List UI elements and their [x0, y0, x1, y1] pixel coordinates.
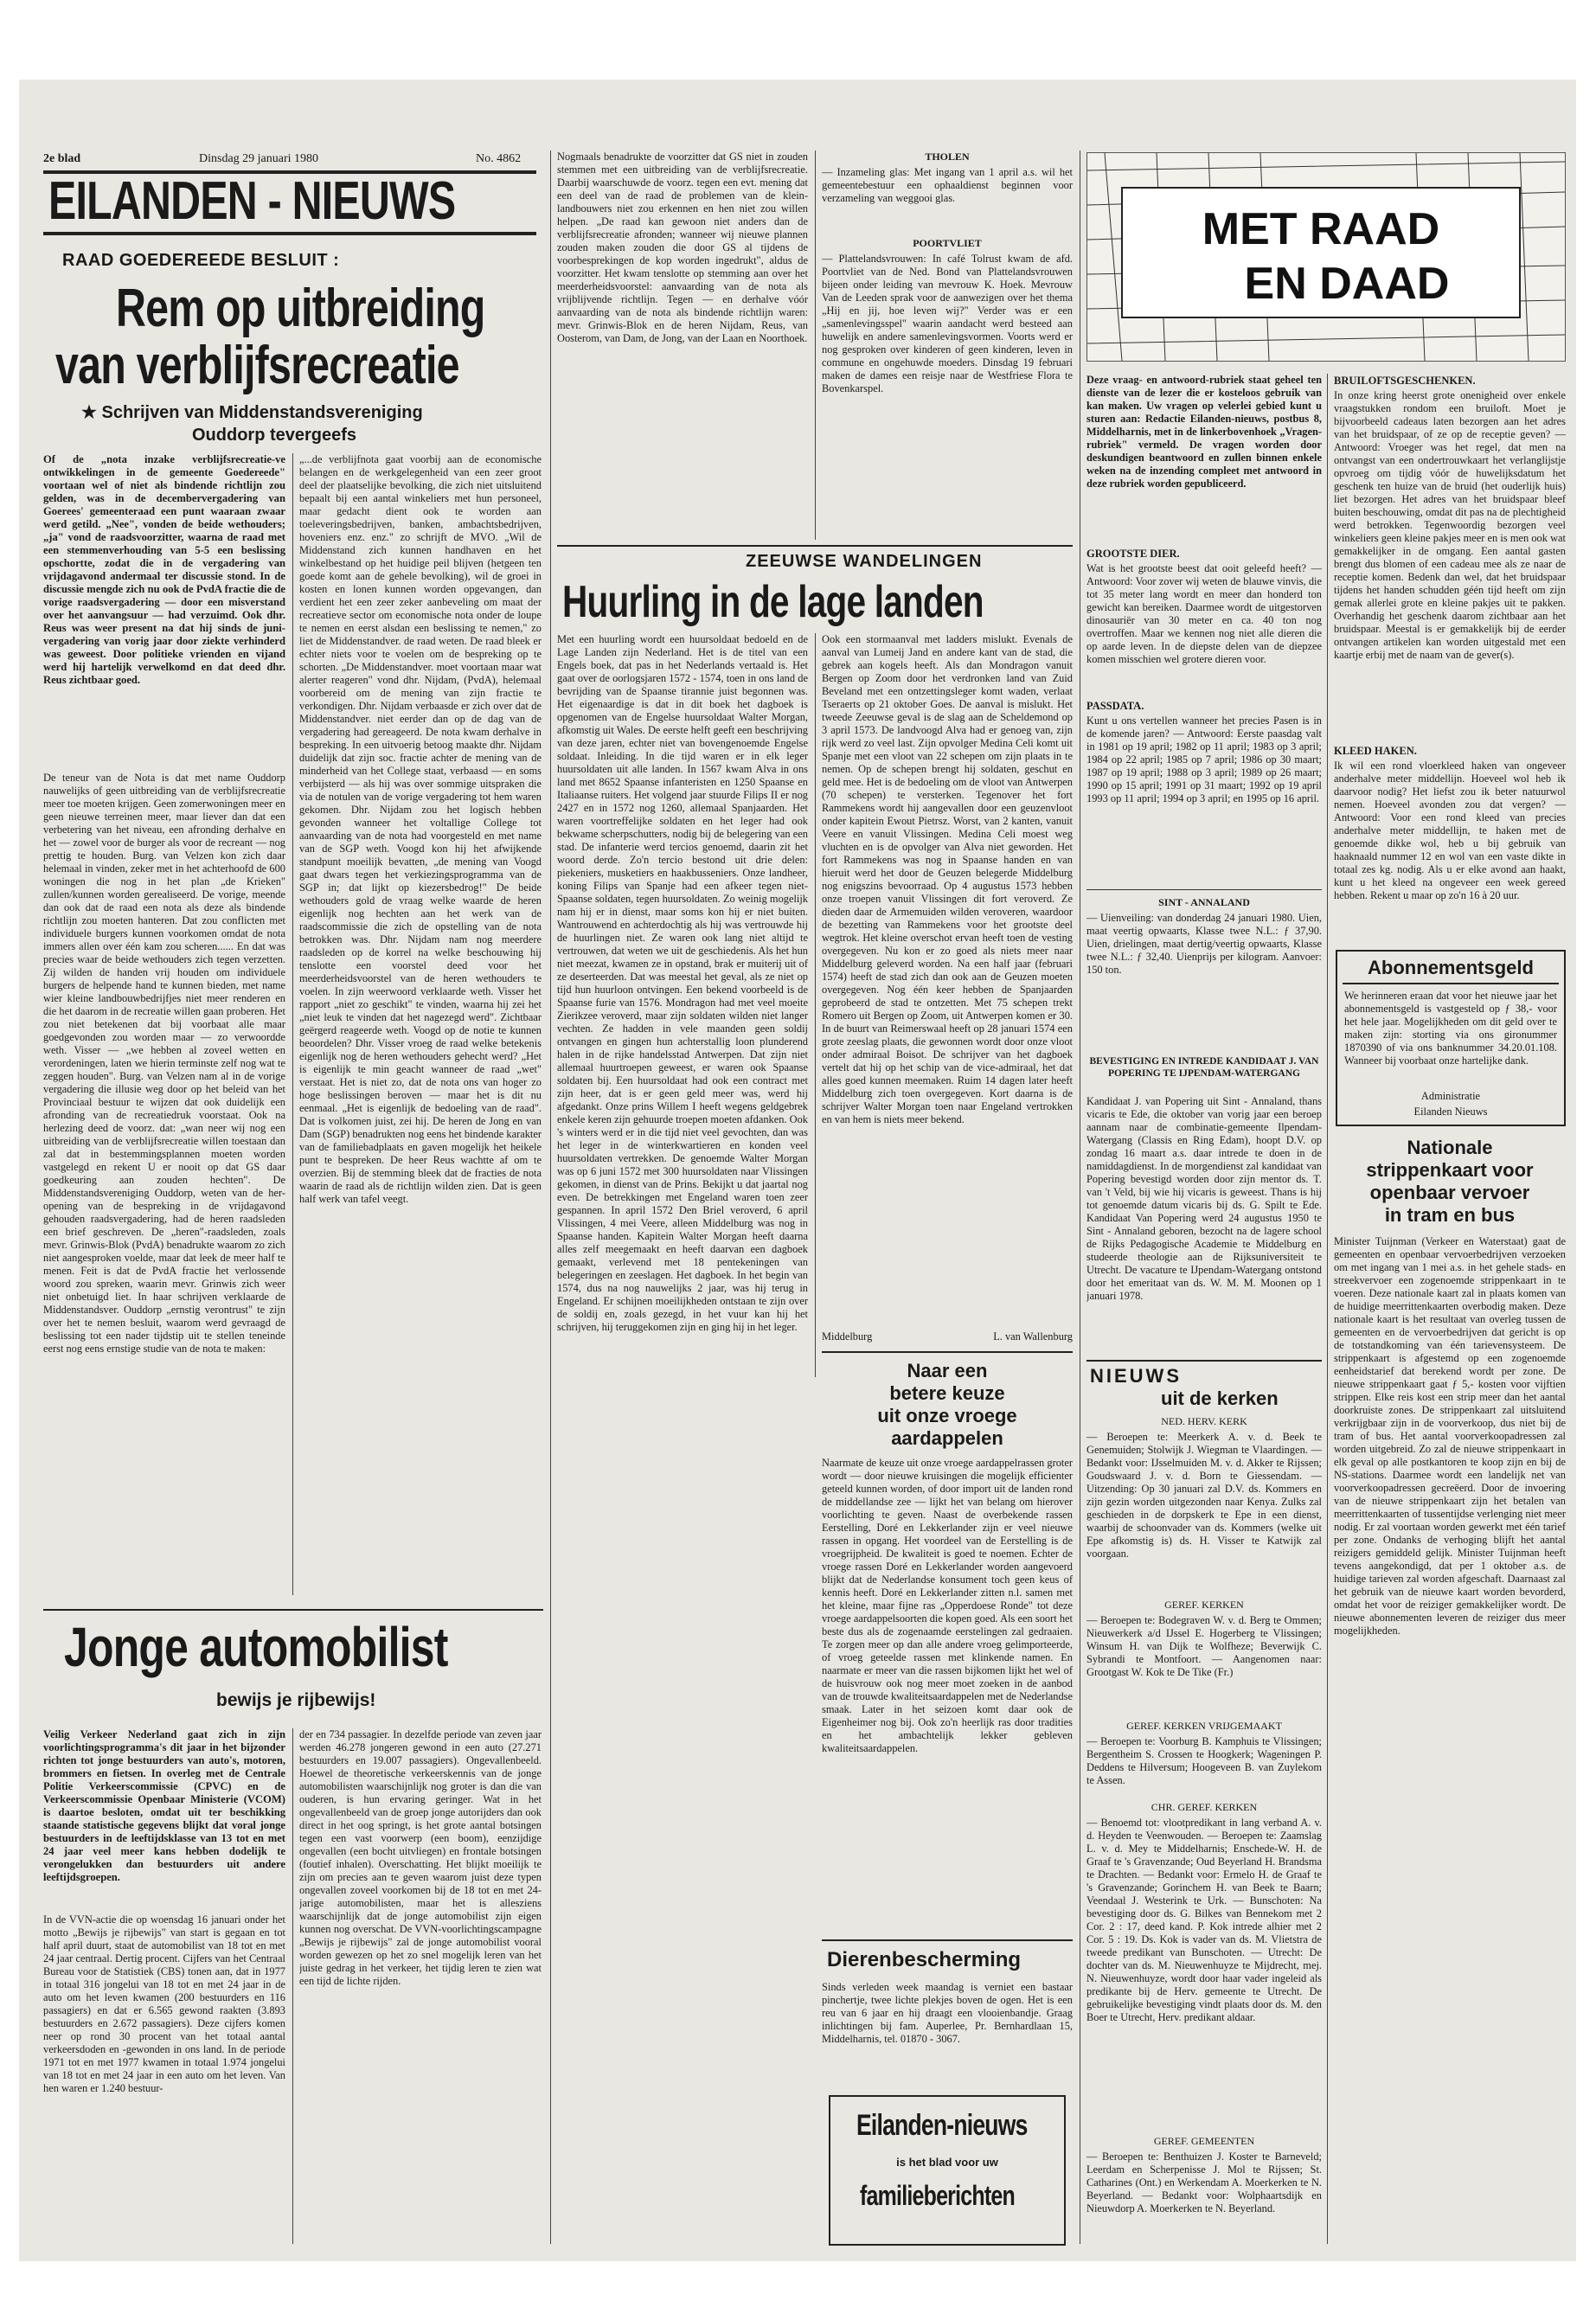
column-rule	[292, 453, 293, 1595]
question-3-title: BRUILOFTSGESCHENKEN.	[1334, 375, 1476, 387]
kerk-body-geref-gem: — Beroepen te: Benthuizen J. Koster te Barneveld; Leerdam en Scherpenisse J. Mol te Rijssen; St. Catharines (Ont.) en Werkendam A. Moerkerken te N. Beyerland. — Bedankt voor: Wolphaartsdijk en Nieuwdorp A. Moerkerken te N. Beyerland.	[1086, 2150, 1322, 2214]
abonnementsgeld-sign-2: Eilanden Nieuws	[1413, 1106, 1488, 1118]
huurling-author: L. van Wallenburg	[993, 1330, 1073, 1343]
raad-kicker: RAAD GOEDEREEDE BESLUIT :	[62, 251, 340, 270]
kerk-heading-gkv: GEREF. KERKEN VRIJGEMAAKT	[1126, 1720, 1282, 1732]
kerken-headline-1: NIEUWS	[1090, 1365, 1182, 1387]
huurling-byline	[822, 1330, 1073, 1348]
kerk-heading-cgk: CHR. GEREF. KERKEN	[1151, 1801, 1258, 1813]
raad-intro: Of de „nota inzake verblijfsrecreatie-ve ontwikkelingen in de gemeente Goedereede" voortaan wel of niet als bindende richtlijn zou gelden, was in de decembervergadering van Goerees' gemeenteraad een punt waaraan zwaar werd getild. „Nee", vonden de beide wethouders; „ja" vond de raadsvoorzitter, waarna de raad met een stemmenverhouding van 5-5 een beslissing opschortte, zodat die in de vergadering van vrijdagavond andermaal ter discussie stond. In de discussie mengde zich nu ook de PvdA fractie die de vorige raadsvergadering — door een misverstand over het aanvangsuur — had verzuimd. Ook dhr. Reus was weer present na dat hij sinds de juni-vergadering van vorig jaar door ziekte verhinderd was geweest. Door politieke vrienden en vijand werd hij hartelijk verwelkomd en dat deed dhr. Reus zichtbaar goed.	[43, 453, 285, 686]
abonnementsgeld-title: Abonnementsgeld	[1368, 957, 1534, 978]
aardappelen-headline	[822, 1360, 1073, 1450]
question-1-body: Wat is het grootste beest dat ooit geleefd heeft? — Antwoord: Voor zover wij weten de blauwe vinvis, die tot 35 meter lang wordt en meer dan honderd ton gewicht kan bereiken. Daarmee wordt de uitgestorven dinosauriër van 30 meter en ca. 40 ton nog overtroffen. Maar we kennen nog niet alle dieren die op aarde leven. In de diepste delen van de diepzee komen misschien wel grotere dieren voor.	[1086, 562, 1322, 665]
abonnementsgeld-body: We herinneren eraan dat voor het nieuwe jaar het abonnementsgeld is vastgesteld op ƒ 38,- voor het hele jaar. Mogelijkheden om dit geld over te maken zijn: storting via ons gironummer 1870390 of via ons banknummer 34.20.01.108. Wanneer bij voorbaat onze hartelijke dank.	[1344, 990, 1557, 1067]
dieren-body: Sinds verleden week maandag is verniet een bastaar pinchertje, twee lichte plekjes boven de ogen. Het is een reu van 6 jaar en hij draagt een vlooienbandje. Graag inlichtingen bij fam. Auperlee, Pr. Bernhardlaan 15, Middelharnis, tel. 01870 - 3067.	[822, 1981, 1073, 2045]
jonge-lead: Veilig Verkeer Nederland gaat zich in zijn voorlichtingsprogramma's dit jaar in het bijzonder richten tot jonge bestuurders van auto's, motoren, brommers en fietsen. In overleg met de Centrale Politie Verkeerscommissie (CPVC) en de Verkeerscommissie Openbaar Ministerie (VCOM) is daartoe besloten, omdat uit ter beschikking staande statistische gegevens blijkt dat voral jonge bestuurders in de leeftijdsklasse van 13 tot en met 24 jaar veel meer kans hebben dodelijk te verongelukken dan bestuurders uit andere leeftijdsgroepen.	[43, 1728, 285, 1883]
raad-en-daad-banner-graphic	[1087, 153, 1565, 361]
column-rule	[815, 633, 816, 1377]
kerk-heading-gk: GEREF. KERKEN	[1164, 1599, 1244, 1611]
logo-en-daad: EN DAAD	[1244, 259, 1450, 309]
huurling-section: ZEEUWSE WANDELINGEN	[746, 552, 983, 571]
ad-line-2: familieberichten	[860, 2180, 1015, 2211]
strippenkaart-headline-2: strippenkaart voor	[1366, 1159, 1534, 1181]
raad-column-2: „...de verblijfnota gaat voorbij aan de economische belangen en de werkgelegenheid van een zeer groot deel der plaatselijke bevolking, die zich niet uitsluitend bepaalt bij een aantal winkeliers met hun personeel, maar gedacht dient ook te worden aan toeleveringsbedrijven, banken, ambachtsbedrijven, hoveniers enz. enz." zo schrijft de MVO. „Wil de Middenstand zich kunnen handhaven en het winkelbestand op het huidige peil blijven (hetgeen ten goede komt aan de gehele bevolking), wil de groei in kosten en lonen kunnen worden opgevangen, dan verdient het een zeer zeker aanbeveling om maat der recreatieve sector om economische nota onder de loupe te nemen en eerst alsdan een beslissing te nemen," zo liet de Middenstandver. de raad weten. De raad bleek er echter niets voor te voelen om de bespreking op te schorten. „De Middenstandver. moet voortaan maar wat alerter reageren" vond dhr. Nijdam, (PvdA), helemaal voorbereid om de mening van zijn fractie te verkondigen. Dhr. Nijdam verbaasde er zich over dat de Middenstandver. niet eerder dan op de dag van de vergadering had gereageerd. De nota kwam derhalve in bespreking. In een uitvoerig betoog maakte dhr. Nijdam duidelijk dat zijn soc. fractie achter de mening van de minderheid van het College staat, verbaasd — en soms verbijsterd — als hij was over sommige uitspraken die via de notulen van de vorige vergadering tot hem waren gekomen. Dhr. Nijdam zou het logisch hebben gevonden wanneer het voltallige College tot aanvaarding van de nota had voorgesteld en met name van de SGP weth. Voogd kon hij het afwijkende standpunt moeilijk bevatten, „de mening van Voogd gaat dwars tegen het verkiezingsprogramma van de SGP in; dat lijkt op kiezersbedrog!" De beide wethouders gold de vraag welke waarde de heren eigenlijk nog hechten aan het werk van de raadscommissie die zich de opstelling van de nota betrokken was. Dhr. Nijdam nam nog meerdere raadsleden op de korrel na welke beschouwing hij tenslotte een voorstel deed voor het meerderheidsvoorstel van de heren wethouders te voelen. In zijn weerwoord verklaarde weth. Visser het rapport „niet zo geschikt" te vinden, waarna hij zei het „niet leuk te vinden dat het nagezegd werd". Zichtbaar geërgerd reageerde weth. Voogd op de notie te kunnen beoordelen? Dhr. Visser vroeg de raad welke betekenis eigenlijk nog de heren wethouders gehecht werd? „Het is eigenlijk te min geacht wanneer de raad „wet" verstaat. Het is niet zo, dat de nota ons van hoger zo hoge beslissingen beroven — maar het is dit nu eenmaal. „Het is eigenlijk de bedoeling van de raad". Dat is volkomen juist, zei hij. De heren de Jong en van Dam (SGP) benadrukten nog eens het bindende karakter van de familiebadplaats en gaven mogelijk het heikele punt te bespreken. De heer Reus wachtte af om te overzien. Bij de stemming bleek dat de fracties de nota waarin de raad als de richtlijn wilden zien. Dat is geen half werk van tafel veegt.	[299, 453, 542, 1205]
kerk-heading-geref-gem: GEREF. GEMEENTEN	[1153, 2135, 1255, 2147]
masthead-issue: No. 4862	[476, 152, 522, 165]
kerk-body-nh: — Beroepen te: Meerkerk A. v. d. Beek te Genemuiden; Stolwijk J. Wiegman te Vlaardingen. — Bedankt voor: IJsselmuiden M. v. d. Akker te Rijssen; Goudswaard J. v. d. Born te Giessendam. — Uitzending: Op 30 januari zal D.V. ds. Kommers en zijn gezin worden uitgezonden naar Kenya. Zulks zal geschieden in de dorpskerk te Epe in een dienst, waarbij de schoonvader van ds. Kommers (welke uit Epe afkomstig is) ds. H. Visser te Katwijk zal voorgaan.	[1086, 1431, 1322, 1560]
masthead-date: Dinsdag 29 januari 1980	[199, 152, 319, 165]
raad-column-1: De teneur van de Nota is dat met name Ouddorp nauwelijks of geen uitbreiding van de verblijfsrecreatie meer toe moeten krijgen. Geen zomerwoningen meer en geen nieuwe terreinen meer, maar liever dan dat een verbetering van het niveau, een afronding derhalve en het — zowel voor de burger als voor de recreant — nog prettig te houden. Burg. van Velzen kon zich daar helemaal in vinden, zeker met in het achterhoofd de 600 woningen die nog in het plan „de Krieken" zullen/kunnen worden gerealiseerd. De vorige, meende dan ook dat de raad een nota als deze als bindende richtlijn zou moeten hanteren. Dat zou conflicten met individuele burgers kunnen voorkomen omdat de nota immers allen over één kam zou scheren...... En dat was precies waar de beide wethouders zich tegen verzetten. Zij wilden de handen vrij houden om individuele burgers de helpende hand te kunnen bieden, met name wier kleine landbouwbedrijfjes niet meer renderen en die het daarom in de recreatie willen gaan proberen. Het zou niet betekenen dat bij voorbaat alle maar goedgevonden zou worden maar — zo verwoordde weth. Visser — „we hebben al zoveel wetten en verordeningen, laten we hierin terminste zelf nog wat te zeggen houden". Burg. van Velzen nam al in de vorige vergadering die illusie weg door op het beleid van het Provinciaal bestuur te wijzen dat ook duidelijk een afronding van de recreatiedruk voorstaat. Ook na herlezing deed de voorz. dat: „wan neer wij nog een uitbreiding van de verblijfsrecreatie willen toestaan dan zal dat in bestemmingsplannen moeten worden vastgelegd en rekent U er nooit op dat GS daar goedkeuring aan zouden hechten". De Middenstandsvereniging Ouddorp, weten van de her-opening van de bespreking in de vrijdagavond gehouden raadsvergadering, had de heren raadsleden een brief geschreven. De „heren"-raadsleden, zoals mevr. Grinwis-Blok (PvdA) benadrukte waarom zo zich niet aangesproken voelde, maar dat leek de meer half te menen. Feit is dat de PvdA fractie het verlossende woord zou spreken, waarin mevr. Grinwis zich weer niet onbetuigd liet. In haar schrijven verklaarde de Middenstandsver. Ouddorp „ernstig verontrust" te zijn over het te nemen besluit, waarom werd gevraagd de beslissing tot een nader tijdstip uit te stellen teneinde eerst nog eens ernstige studie van de nota te maken:	[43, 772, 285, 1355]
abonnementsgeld-box	[1336, 950, 1566, 1126]
jonge-headline: Jonge automobilist	[64, 1616, 448, 1678]
strippenkaart-headline	[1334, 1137, 1566, 1227]
column-rule	[815, 151, 816, 540]
abonnementsgeld-sign-1: Administratie	[1420, 1090, 1481, 1102]
masthead-rule-bottom	[43, 232, 536, 235]
logo-met-raad: MET RAAD	[1202, 204, 1440, 254]
raad-continuation: Nogmaals benadrukte de voorzitter dat GS niet in zouden stemmen met een uitbreiding van de verblijfsrecreatie. Daarbij waarschuwde de voorz. tegen een evt. mening dat een deel van de raad de problemen van de klein-landbouwers niet zou erkennen en hen niet zou willen helpen. „De raad kan gewoon niet anders dan de verblijfsrecreatie afronden; wanneer wij nieuwe plannen zouden maken zouden die door GS al tijdens de voorbesprekingen de kop worden ingedrukt", aldus de voorzitter. Het kwam tenslotte op stemming aan over het meerderheidsvoorstel: aanvaarding van de nota als vrijblijvende richtlijn. Tegen — en derhalve vóór aanvaarding van de nota als bindende richtlijn waren: mevr. Grinwis-Blok en de heren Nijdam, Reus, van Oosterom, van Dam, de Jong, van der Laan en Noorthoek.	[557, 151, 808, 344]
raad-headline-2: van verblijfsrecreatie	[55, 336, 459, 395]
strippenkaart-headline-3: openbaar vervoer	[1369, 1182, 1530, 1203]
annaland-title: SINT - ANNALAND	[1158, 896, 1250, 908]
strippenkaart-body: Minister Tuijnman (Verkeer en Waterstaat) gaat de gemeenten en openbaar vervoerbedrijven verzoeken om met ingang van 1 mei a.s. in het gehele stads- en streekvervoer een zogenoemde strippenkaart in te voeren. Deze nationale kaart zal in plaats komen van de huidige meerrittenkaarten overbodig maken. Deze nationale kaart is het resultaat van overleg tussen de gemeenten en de vervoerbedrijven dat gericht is op de totstandkoming van één tarievensysteem. De strippenkaart is afgestemd op een zogenoemde eenheidstarief dat berekend wordt per zone. De nieuwe strippenkaart gaat ƒ 5,- kosten voor vijftien strippen. Elke reis kost een strip meer dan het aantal doorkruiste zones. De strippenkaart zal uitsluitend verkrijgbaar zijn in de voorverkoop, dus niet bij de tram of bus. Het aantal voorverkoopadressen zal worden uitgebreid. Zo zal de nieuwe strippenkaart in elk geval op alle postkantoren te koop zijn en bij de NS-stations. Daarmee wordt een landelijk net van voorverkoopadressen gecreëerd. Door de invoering van de nieuwe strippenkaart zijn het betalen van meerrittenkaarten of tussentijdse verlenging niet meer nodig. Er zal voortaan worden gewerkt met één tarief per zone. Ondanks de verhoging blijft het aantal reizigers gemiddeld gelijk. Minister Tuijnman heeft tevens aangekondigd, dat per 1 oktober a.s. de huidige tarieven zal worden afgeschaft. Daarnaast zal het gebruik van de nieuwe kaart worden bevorderd, omdat het voor de reiziger gemakkelijker wordt. De nieuwe abonnementen leveren de reiziger dus meer mogelijkheden.	[1334, 1235, 1566, 1637]
huurling-column-1: Met een huurling wordt een huursoldaat bedoeld en de Lage Landen zijn Nederland. Het is de titel van een Engels boek, dat pas in het Nederlands vertaald is. Het gaat over de oorlogsjaren 1572 - 1574, toen in ons land de bevrijding van de Spaanse tirannie juist begonnen was. Het eigenaardige is dat in dit boek het dagboek is opgenomen van de Engelse huursoldaat Walter Morgan, afkomstig uit Wales. De eerste helft geeft een beschrijving van deze jaren, echter niet van bovengenoemde Engelse soldaat. Inleiding. In die tijd waren er in elk leger huursoldaten uit alle landen. In 1567 kwam Alva in ons land met 8652 Spaanse infanteristen en 1250 Spaanse en Italiaanse ruiters. Het volgend jaar stuurde Filips II er nog 2427 en in 1572 nog 1260, allemaal Spanjaarden. Het waren voortreffelijke soldaten en het leger had ook bekwame scherpschutters, nodig bij de belegering van een stad. De infanterie werd tercios genoemd, daarin zit het woord derde. Zo'n tercio bestond uit drie delen: piekeniers, musketiers en haakbusseniers. Onze landheer, koning Filips van Spanje had een afkeer tegen niet-Spaanse soldaten, tegen huursoldaten. Zo weinig mogelijk nam hij er in dienst, maar soms kon hij er niet buiten. Wantrouwend en achterdochtig als hij was vertrouwde hij de huurlingen niet. Ze waren ook lang niet altijd te vertrouwen, dat weten we uit de geschiedenis. Als het hun niet meezat, kwamen ze in opstand, brak er muiterij uit of ze deserteerden. Dat was meestal het geval, als ze niet op tijd hun huurloon ontvingen. Een bekend voorbeeld is de Spaanse furie van 1576. Mondragon had met veel moeite Zierikzee veroverd, maar zijn soldaten wilden niet langer vechten. Ze hadden in vele maanden geen soldij ontvangen en gingen hun achterstallig loon plunderend halen in de rijke handelsstad Antwerpen. Dat zijn niet allemaal huurtroepen geweest, er waren ook Spaanse soldaten bij. Een huursoldaat had ook een contract met zijn heer, dat is er geen geld meer was, werd hij afgedankt. Onze prins Willem I heeft wegens geldgebrek enkele keren zijn gehuurde troepen moeten afdanken. Ook 's winters werd er in die tijd niet veel gevochten, dan was het leger in de winterkwartieren en konden veel huursoldaten vertrekken. De genoemde Walter Morgan was op 6 juni 1572 met 300 huursoldaten naar Vlissingen gekomen, in dienst van de Prins. Bekijkt u dat jaartal nog even. De betrekkingen met Engeland waren toen zeer gespannen. In april 1572 Den Briel veroverd, 6 april Vlissingen, 4 mei Veere, alleen Middelburg was nog in Spaanse handen. Kapitein Walter Morgan heeft daarna alles zelf meegemaakt en heeft daarvan een dagboek gemaakt, verlevend met 18 pentekeningen van belegeringen en zeeslagen. Het dagboek. In het begin van 1574, dus na nog nauwelijks 2 jaar, was hij terug in Engeland. Er schijnen moeilijkheden ontstaan te zijn over de soldij en, zoals gezegd, in het vuur kan hij het schrijven, hij teruggekomen zijn en ging hij in het leger.	[557, 633, 808, 1333]
rule-dieren	[822, 1939, 1073, 1941]
question-3-body: In onze kring heerst grote onenigheid over enkele vraagstukken rondom een bruiloft. Moet je bijvoorbeeld cadeaus laten bezorgen aan het adres van het bruidspaar, of ze op de receptie geven? — Antwoord: Vroeger was het regel, dat men na ontvangst van een ondertrouwkaart het verlanglijstje opvroeg om tijdig vóór de huwelijksdatum het geschenk ten huize van de bruid (het ouderlijk huis) liet bezorgen. Het adres van het bruidspaar bleef buiten beschouwing, omdat dit pas na de plechtigheid werd betrokken. Tegenwoordig bezorgen veel winkeliers geen kleine pakjes meer en is men ook wat gemakkelijker in de omgang. Een aantal gasten brengt dus blomen of een cadeau mee als ze naar de receptie komen. Bedenk dan wel, dat het bruidspaar tijdens het handen schudden géén tijd heeft om zijn gemak allerlei grote en kleine pakjes uit te pakken. Overhandig het geschenk daarom zichtbaar aan het bruidspaar. Meestal is er gemakkelijk bij de eerder ontvangen artikelen kan worden uitgestald met een kaartje erbij met de naam van de gever(s).	[1334, 389, 1566, 661]
masthead-title: EILANDEN - NIEUWS	[48, 171, 456, 231]
ad-title: Eilanden-nieuws	[856, 2109, 1028, 2142]
kerk-body-gkv: — Beroepen te: Voorburg B. Kamphuis te Vlissingen; Bergentheim S. Crossen te Hoogkerk; Wageningen P. Deddens te Hilversum; Hoogeveen B. van Zuylekom te Assen.	[1086, 1735, 1322, 1786]
aardappelen-headline-2: betere keuze	[889, 1382, 1005, 1404]
question-1-title: GROOTSTE DIER.	[1086, 548, 1180, 560]
jonge-subhead: bewijs je rijbewijs!	[216, 1690, 376, 1710]
rule-kerken	[1086, 1360, 1322, 1362]
huurling-column-2: Ook een stormaanval met ladders mislukt. Evenals de aanval van Lumeij Jand en andere kant van de stad, die gebrek aan kogels heeft. Als dan Mondragon vanuit Bergen op Zoom door het verdronken land van Zuid Beveland met een ontzettingsleger komt waden, verlaat Tseraerts op 21 oktober Goes. De aanval is mislukt. Het tweede Zeeuwse geval is de slag aan de Scheldemond op 3 april 1573. De landvoogd Alva had er genoeg van, zijn rijk werd zo veel last. Zijn opvolger Medina Celi komt uit Spanje met een vloot van 22 schepen om zijn plaats in te nemen. Op de schepen brengt hij soldaten, geschut en geld mee. Het is de bedoeling om de vloot van Antwerpen (70 schepen) te versterken. Tegenover het fort Rammekens wordt hij aangevallen door een geuzenvloot onder kapitein Ewout Pietrsz. Worst, van 2 kanten, vanuit Veere en vanuit Vlissingen. Medina Celi moest weg vluchten en is de opvolger van Alva niet geworden. Het fort Rammekens was nog in Spaanse handen en van hieruit werd het door de Geuzen belegerde Middelburg nog enigszins bevoorraad. Op 4 augustus 1573 hebben onze troepen vanuit Vlissingen dit fort veroverd. Ze dieden daar de Armemuiden wilden veroveren, waardoor de bezetting van Rammekens voor het grootste deel wegtrok. Het kleine overschot ervan heeft toen de vesting overgegeven. Nu kon er zo goed als niets meer naar Middelburg geleverd worden. Na een half jaar (februari 1574) heeft de stad zich dan ook aan de Geuzen moeten overgegeven. Nog één keer hebben de Spanjaarden geprobeerd de stad te ontzetten. Met 75 schepen trekt Romero uit Bergen op Zoom, uit Antwerpen komen er 30. In de buurt van Reimerswaal heeft op 28 januari 1574 een grote zeeslag plaats, die gewonnen wordt door onze vloot onder admiraal Boisot. De schrijver van het dagboek vertelt dat hij op het schip van de vice-admiraal, het dat alles goed kunnen meemaken. Ruim 14 dagen later heeft Middelburg zich toen overgegeven. Kort daarna is de schrijver Walter Morgan toen naar Engeland vertrokken en van hem is niets meer bekend.	[822, 633, 1073, 1125]
jonge-column-2: der en 734 passagier. In dezelfde periode van zeven jaar werden 46.278 jongeren gewond in een auto (27.271 bestuurders en 19.007 passagiers). Ongevallenbeeld. Hoewel de theoretische verkeerskennis van de jonge automobilisten waarschijnlijk nog groter is dan die van ouderen, is hun ervaring geringer. Wat in het ongevallenbeeld van de groep jonge autorijders dan ook direct in het oog springt, is het grote aantal botsingen tegen een vast voorwerp (een boom), eenzijdige ongevallen (een bocht uitvliegen) en frontale botsingen (foutief inhalen). Overschatting. Het blijkt moeilijk te zijn om precies aan te geven waarom juist deze typen ongevallen zoveel voorkomen bij de 18 tot en met 24-jarige automobilisten, maar het is allesziens waarschijnlijk dat de jonge automobilist zijn eigen kunnen nog overschat. De VVN-voorlichtingscampagne „Bewijs je rijbewijs" zal de jonge automobilist vooral worden gewezen op het zo snel mogelijk leren van het juiste gedrag in het verkeer, het tijdig leren te zien wat een tijd de lichte rijden.	[299, 1728, 542, 1987]
column-rule	[292, 1728, 293, 2244]
huurling-place: Middelburg	[822, 1330, 873, 1343]
question-2-body: Kunt u ons vertellen wanneer het precies Pasen is in de komende jaren? — Antwoord: Eerste paasdag valt in 1981 op 19 april; 1982 op 11 april; 1983 op 3 april; 1984 op 22 april; 1985 op 7 april; 1986 op 30 maart; 1987 op 19 april; 1988 op 3 april; 1989 op 26 maart; 1990 op 15 april; 1991 op 31 maart; 1992 op 19 april 1993 op 11 april; 1994 op 3 april; en 1995 op 16 april.	[1086, 715, 1322, 804]
huurling-headline: Huurling in de lage landen	[562, 577, 984, 627]
bevestiging-title: BEVESTIGING EN INTREDE KANDIDAAT J. VAN POPERING TE IJPENDAM-WATERGANG	[1089, 1056, 1319, 1079]
rule-huurling	[557, 545, 1073, 547]
column-rule	[550, 151, 551, 2244]
aardappelen-headline-4: aardappelen	[891, 1427, 1003, 1449]
page-label: 2e blad	[43, 152, 81, 165]
poortvliet-title: POORTVLIET	[913, 237, 982, 249]
raad-en-daad-intro: Deze vraag- en antwoord-rubriek staat geheel ten dienste van de lezer die er kosteloos gebruik van kan maken. Uw vragen op velerlei gebied kunt u sturen aan: Redactie Eilanden-nieuws, postbus 8, Middelharnis, met in de linkerbovenhoek „Vragen-rubriek" vermeld. De vragen worden door deskundigen beantwoord en zullen binnen enkele weken na de inzending compleet met antwoord in deze rubriek worden gepubliceerd.	[1086, 374, 1322, 490]
scan-top-margin	[0, 0, 1596, 62]
kerk-heading-nh: NED. HERV. KERK	[1161, 1415, 1247, 1427]
newspaper-page	[19, 80, 1576, 2261]
strippenkaart-headline-4: in tram en bus	[1384, 1204, 1516, 1226]
question-4-body: Ik wil een rond vloerkleed haken van ongeveer anderhalve meter middellijn. Hoeveel wol heb ik daarvoor nodig? Het liefst zou ik beter natuurwol nemen. Hoeveel avonden zou dat vergen? — Antwoord: Voor een rond kleed van precies anderhalve meter middellijn, te haken met de genoemde dikke wol, heb u bij gebruik van haaknaald nummer 12 en wol van een vaste dikte in totaal zes kg. nodig. Als u er elke avond aan haakt, kunt u het kleed na ongeveer een week gereed hebben. Rekent u maar op zo'n 16 à 20 uur.	[1334, 760, 1566, 901]
bevestiging-body: Kandidaat J. van Popering uit Sint - Annaland, thans vicaris te Ede, die oktober van vorig jaar een beroep aannam naar de combinatie-gemeente Ilpendam-Watergang (Classis en Ring Edam), hoopt D.V. op zondag 16 maart a.s. daar intrede te doen in de namiddagdienst. In de morgendienst zal kandidaat van Popering bevestigd worden door zijn mentor ds. T. van 't Veld, bij wie hij vicaris is geweest. Thans is hij tot genoemde datum vicaris bij ds. G. Spilt te Ede. Kandidaat Van Popering werd 24 augustus 1950 te Sint - Annaland geboren, bezocht na de lagere school de Rijks Pedagogische Academie te Middelburg en studeerde theologie aan de Rijksuniversiteit te Utrecht. De vacature te IJpendam-Watergang ontstond door het emeritaat van ds. W. M. M. Moonen op 1 januari 1978.	[1086, 1095, 1322, 1302]
kerk-body-cgk: — Benoemd tot: vlootpredikant in lang verband A. v. d. Heyden te Veenwouden. — Beroepen te: Zaamslag L. v. d. Mey te Middelharnis; Enschede-W. H. de Graaf te 's Gravenzande; Oud Beyerland H. Brandsma te Drachten. — Bedankt voor: Ermelo H. de Graaf te 's Gravenzande; Gorinchem H. van Beek te Baarn; Veendaal J. Westerink te Urk. — Bunschoten: Na bevestiging door ds. G. Bilkes van Bennekom met 2 Cor. 2 : 17, deed kand. P. Kok intrede alhier met 2 Cor. 5 : 19. Ds. Kok is vader van ds. M. Vlietstra de tweede predikant van Bunschoten. — Utrecht: De dochter van ds. M. Nieuwenhuyze te Mijdrecht, mej. N. Nieuwenhuyze, wordt door haar vader ingeleid als predikante bij de Herv. gemeente te Utrecht. De gebruikelijke bevestiging vindt plaats door ds. M. den Boer te Utrecht, Herv. predikant aldaar.	[1086, 1817, 1322, 2023]
raad-headline-1: Rem op uitbreiding	[116, 279, 485, 338]
tholen-body: — Inzameling glas: Met ingang van 1 april a.s. wil het gemeentebestuur een ophaaldienst beginnen voor verzameling van weggooi glas.	[822, 166, 1073, 204]
masthead-line	[43, 151, 536, 170]
raad-subhead-2: Ouddorp tevergeefs	[192, 426, 357, 445]
rule-annaland	[1086, 889, 1322, 890]
annaland-body: — Uienveiling: van donderdag 24 januari 1980. Uien, maat veertig opwaarts, Klasse twee N.L.: ƒ 37,90. Uien, drielingen, maat dertig/veertig opwaarts, Klasse twee N.L.: ƒ 32,40. Uienprijs per kilogram. Aanvoer: 150 ton.	[1086, 912, 1322, 976]
question-4-title: KLEED HAKEN.	[1334, 745, 1417, 757]
kerken-headline-2: uit de kerken	[1161, 1388, 1279, 1409]
question-2-title: PASSDATA.	[1086, 700, 1144, 712]
aardappelen-body: Naarmate de keuze uit onze vroege aardappelrassen groter wordt — door nieuwe kruisingen die mogelijk efficienter geteeld kunnen worden, of door import uit de landen rond de middellandse zee — lijkt het van belang om hierover voorlichting te geven. Naast de overbekende rassen Eerstelling, Doré en Lekkerlander zijn er veel nieuwe rassen in opgang. Het voordeel van de Eerstelling is de vroegrijpheid. De kwaliteit is goed te noemen. Echter de vroege rassen Doré en Lekkerlander worden aangevoerd blijkt dat de Nederlandse konsument toch geen keus of kennis heeft. Doré en Lekkerlander zitten n.l. samen met het kleine, maar fijne ras „Opperdoese Ronde" tot deze vroege aardappelsoorten die kopen goed. Als een soort het beste dus als de zogenaamde eerstelingen zal gedraaien. Te zorgen meer op dan alle andere vroeg gelimporteerde, of vroeg geteelde rassen met klinkende namen. En naarmate er meer van die rassen bijkomen lijkt het wel of de huisvrouw ook nog meer moet zoeken in de aanbod van de trouwde kwaliteitsaardappelen met de Nederlandse smaak. Later in het seizoen komt daar ook de Eigenheimer nog bij. Ook zo'n heerlijk ras door tradities en het ambachtelijk lekker gebleven kwaliteitsaardappelen.	[822, 1457, 1073, 1754]
raad-subhead-1: ★ Schrijven van Middenstandsvereniging	[81, 403, 423, 422]
raad-en-daad-logo	[1086, 152, 1566, 362]
poortvliet-body: — Plattelandsvrouwen: In café Tolrust kwam de afd. Poortvliet van de Ned. Bond van Plattelandsvrouwen bijeen onder leiding van mevrouw K. Hoek. Mevrouw Van de Leeden sprak voor de aanwezigen over het thema „Hij en jij, hoe leven wij?" Verder was er een „samenlevingsspel" waarin aandacht werd besteed aan huwelijk en andere samenlevingsvormen. Voorts werd er nog gesproken over kinderen of geen kinderen, leven in commune en ongehuwde moeders. Dinsdag 19 februari maken de dames een reisje naar de Westfriese Flora te Bovenkarspel.	[822, 253, 1073, 394]
dieren-headline: Dierenbescherming	[827, 1948, 1022, 1971]
rule-jonge	[43, 1609, 543, 1611]
jonge-column-1: In de VVN-actie die op woensdag 16 januari onder het motto „Bewijs je rijbewijs" van start is gegaan en tot half april duurt, staat de automobilist van 18 tot en met 24 jaar centraal. Dertig procent. Cijfers van het Centraal Bureau voor de Statistiek (CBS) tonen aan, dat in 1977 in totaal 316 jongelui van 18 tot en met 24 jaar in de auto om het leven kwamen (200 bestuurders en 116 passagiers) en dat er 6.565 gewond raakten (3.893 bestuurders en 2.672 passagiers). Deze cijfers komen neer op rond 30 procent van het totaal aantal verkeersdoden en -gewonden in ons land. In de periode 1971 tot en met 1977 kwamen in totaal 1.974 jongelui van 18 tot en met 24 jaar in een auto om het leven. Van hen waren er 1.240 bestuur-	[43, 1913, 285, 2094]
kerk-body-gk: — Beroepen te: Bodegraven W. v. d. Berg te Ommen; Nieuwerkerk a/d IJssel E. Hogerberg te Vlissingen; Winsum H. van Dijk te Wolfheze; Beverwijk C. Sybrandi te Montfoort. — Aangenomen naar: Grootgast W. Kok te De Tike (Fr.)	[1086, 1614, 1322, 1678]
familieberichten-ad	[829, 2095, 1066, 2246]
aardappelen-headline-3: uit onze vroege	[877, 1405, 1017, 1426]
strippenkaart-headline-1: Nationale	[1407, 1137, 1493, 1158]
abonnementsgeld-rule	[1343, 983, 1559, 984]
aardappelen-headline-1: Naar een	[907, 1360, 988, 1381]
column-rule	[1327, 374, 1328, 2244]
ad-line-1: is het blad voor uw	[896, 2156, 998, 2169]
tholen-title: THOLEN	[925, 151, 970, 163]
rule-aardappelen	[822, 1351, 1073, 1353]
